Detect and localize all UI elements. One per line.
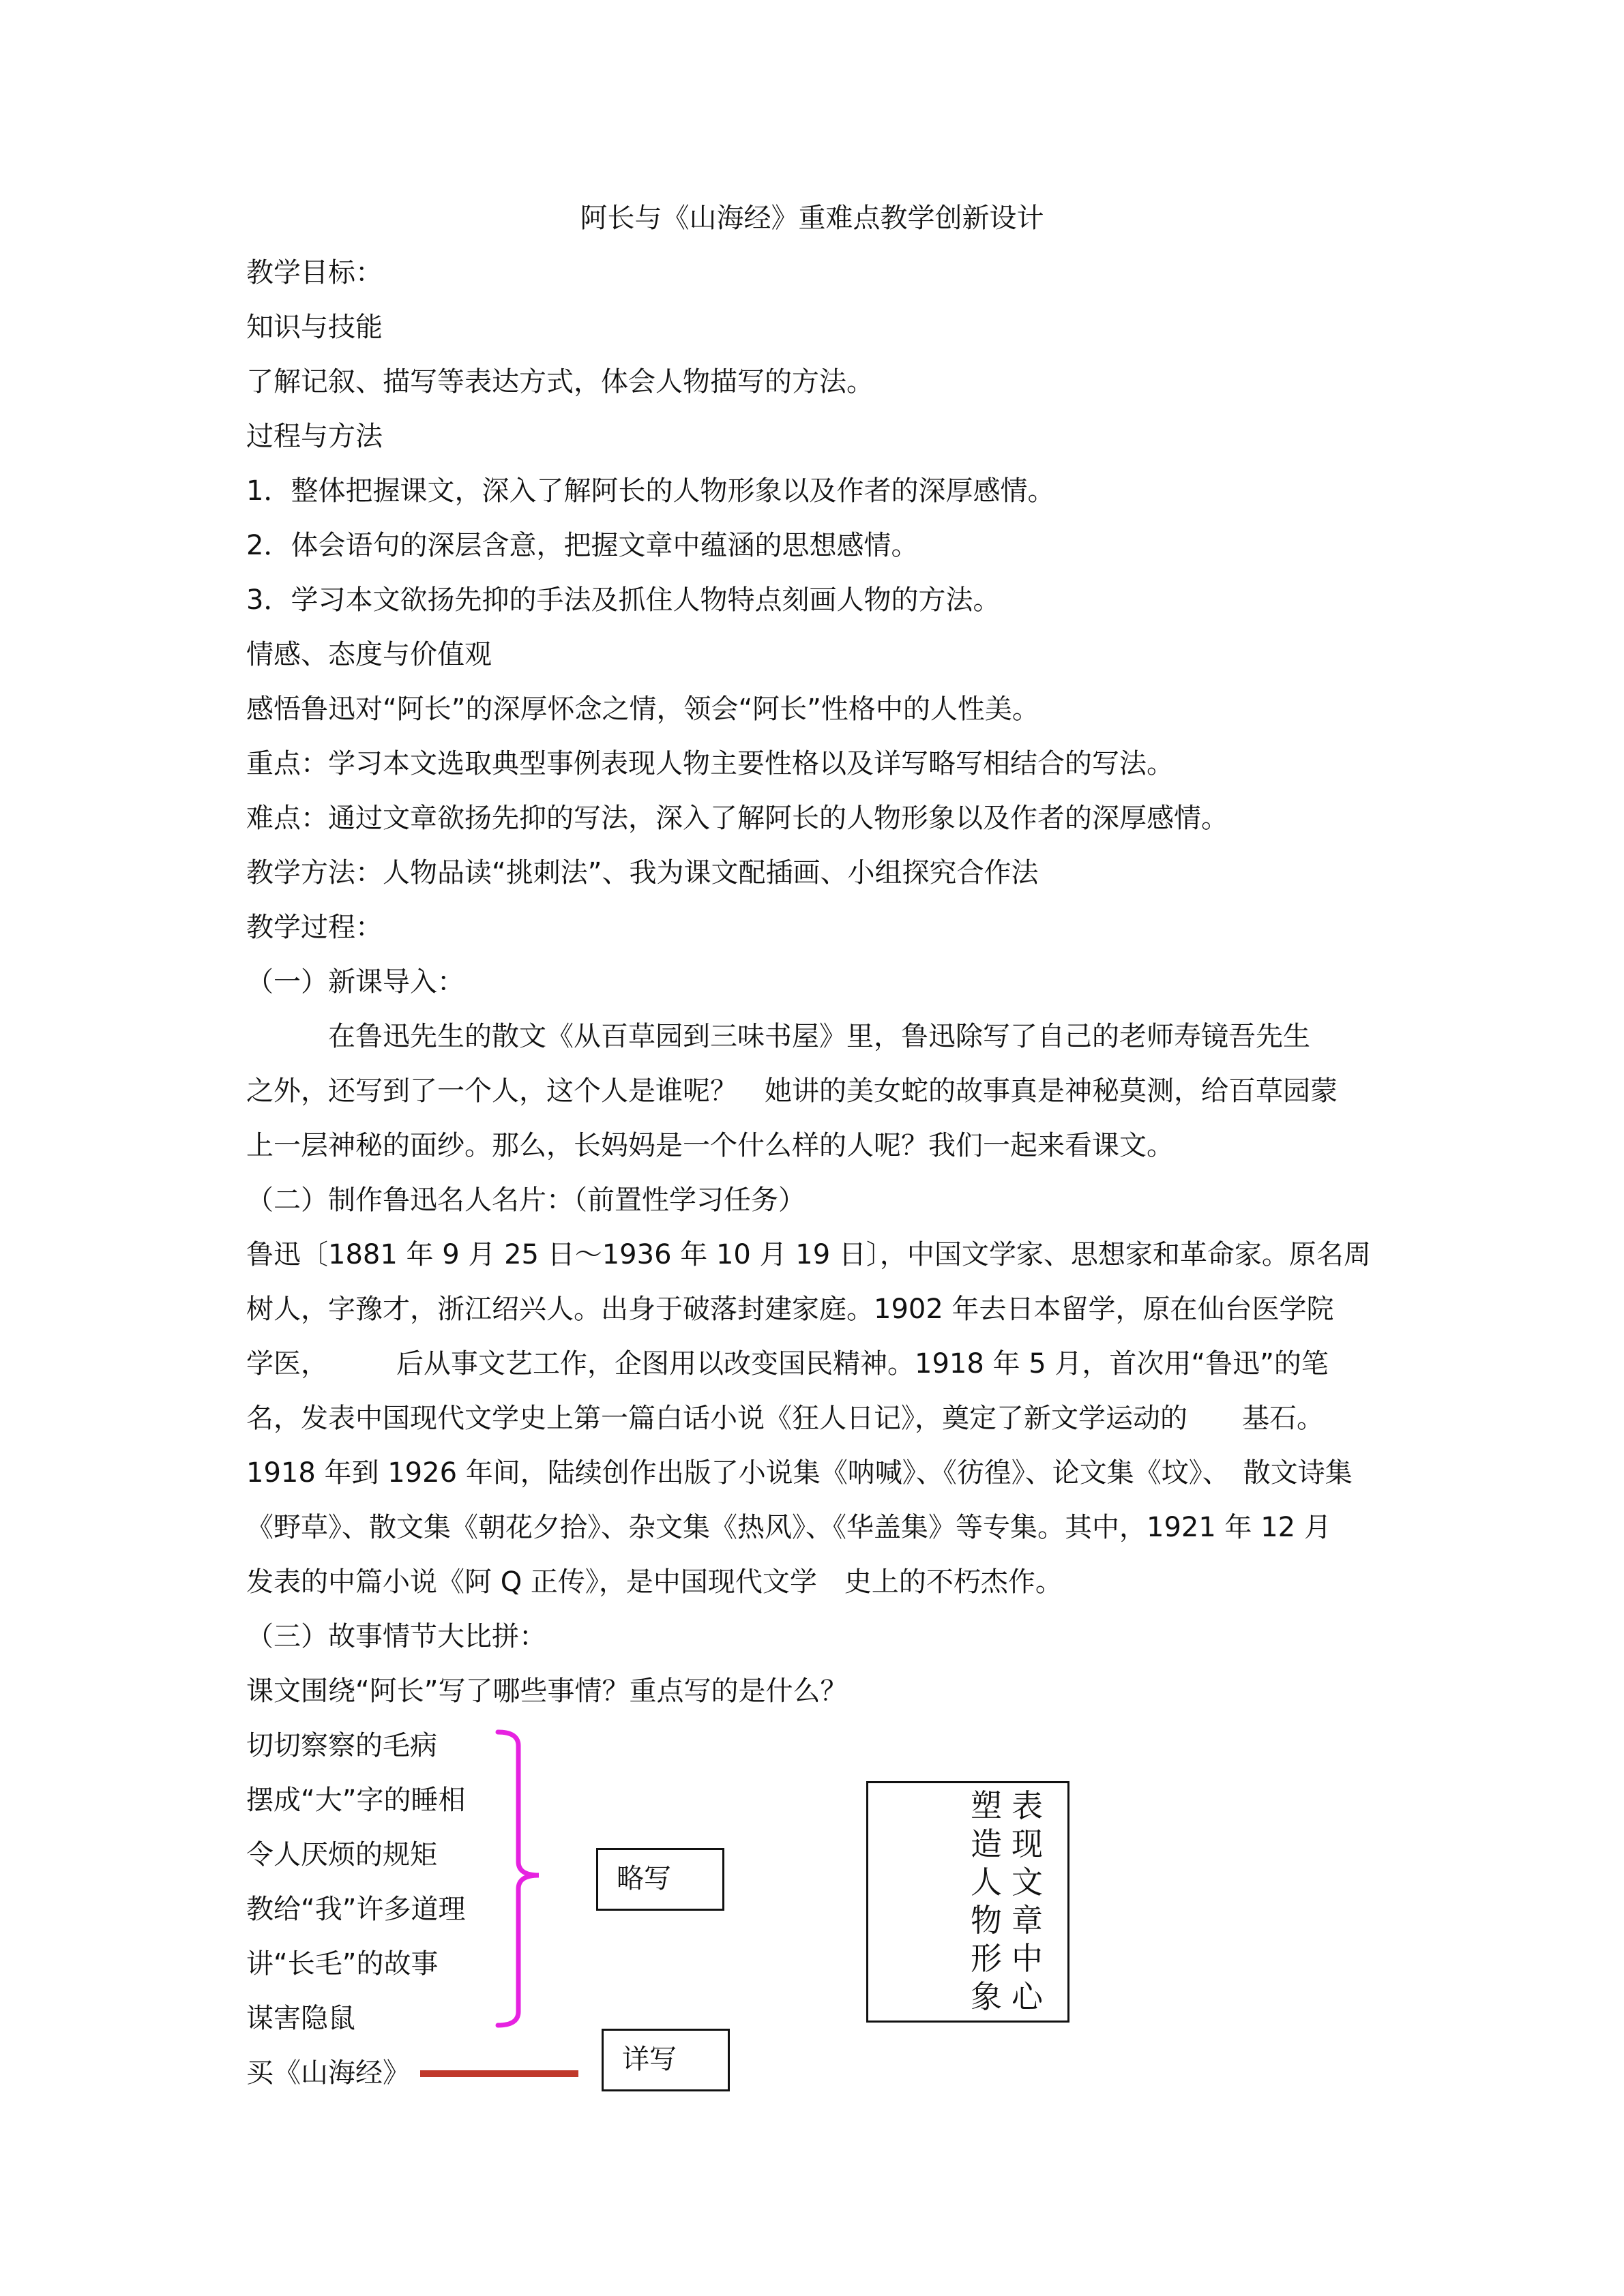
section-heading: （一）新课导入： (246, 966, 464, 998)
event-item: 教给“我”许多道理 (246, 1894, 466, 1925)
section-heading: （三）故事情节大比拼： (246, 1621, 546, 1652)
text-line: 1918 年到 1926 年间，陆续创作出版了小说集《呐喊》、《彷徨》、论文集《坟》、 散文诗集 (246, 1457, 1353, 1489)
text-line: 教学过程： (246, 912, 383, 943)
theme-text-right (1008, 1787, 1046, 2016)
text-line: 情感、态度与价值观 (246, 639, 492, 670)
text-line: 之外，还写到了一个人，这个人是谁呢？ 她讲的美女蛇的故事真是神秘莫测，给百草园蒙 (246, 1075, 1338, 1107)
vertical-char: 章 (1012, 1902, 1043, 1939)
vertical-char: 表 (1012, 1787, 1043, 1824)
brief-label: 略写 (617, 1863, 671, 1894)
text-line: 1．整体把握课文，深入了解阿长的人物形象以及作者的深厚感情。 (246, 475, 1055, 507)
event-item: 令人厌烦的规矩 (246, 1839, 437, 1870)
event-item: 摆成“大”字的睡相 (246, 1785, 466, 1816)
vertical-char: 现 (1012, 1825, 1043, 1862)
event-item: 买《山海经》 (246, 2057, 410, 2089)
vertical-char: 物 (971, 1902, 1002, 1939)
vertical-char: 文 (1012, 1864, 1043, 1900)
text-line: 了解记叙、描写等表达方式，体会人物描写的方法。 (246, 366, 874, 398)
detail-label: 详写 (622, 2044, 677, 2075)
event-item: 切切察察的毛病 (246, 1730, 437, 1761)
brace-bracket (491, 1729, 552, 2029)
theme-text-left (967, 1787, 1005, 2016)
text-line: 发表的中篇小说《阿 Q 正传》，是中国现代文学 史上的不朽杰作。 (246, 1566, 1063, 1598)
event-item: 谋害隐鼠 (246, 2003, 355, 2034)
text-line: 上一层神秘的面纱。那么，长妈妈是一个什么样的人呢？我们一起来看课文。 (246, 1130, 1174, 1161)
text-line: 过程与方法 (246, 421, 383, 452)
text-line: 名，发表中国现代文学史上第一篇白话小说《狂人日记》，奠定了新文学运动的 基石。 (246, 1403, 1324, 1434)
detail-connector-line (420, 2070, 578, 2077)
vertical-char: 塑 (971, 1787, 1002, 1824)
text-line: 重点：学习本文选取典型事例表现人物主要性格以及详写略写相结合的写法。 (246, 748, 1174, 779)
text-line: 在鲁迅先生的散文《从百草园到三味书屋》里，鲁迅除写了自己的老师寿镜吾先生 (246, 1021, 1310, 1052)
vertical-char: 象 (971, 1978, 1002, 2015)
text-line: 难点：通过文章欲扬先抑的写法，深入了解阿长的人物形象以及作者的深厚感情。 (246, 803, 1228, 834)
text-line: 教学方法：人物品读“挑刺法”、我为课文配插画、小组探究合作法 (246, 857, 1039, 889)
text-line: 学医， 后从事文艺工作，企图用以改变国民精神。1918 年 5 月，首次用“鲁迅”的笔 (246, 1348, 1329, 1380)
vertical-char: 人 (971, 1864, 1002, 1900)
text-line: 感悟鲁迅对“阿长”的深厚怀念之情，领会“阿长”性格中的人性美。 (246, 694, 1039, 725)
vertical-char: 中 (1012, 1940, 1043, 1977)
vertical-char: 形 (971, 1940, 1002, 1977)
vertical-char: 造 (971, 1825, 1002, 1862)
text-line: 3．学习本文欲扬先抑的手法及抓住人物特点刻画人物的方法。 (246, 584, 1001, 616)
text-line: 教学目标： (246, 257, 383, 288)
text-line: 2．体会语句的深层含意，把握文章中蕴涵的思想感情。 (246, 530, 919, 561)
text-line: 知识与技能 (246, 312, 383, 343)
text-line: 鲁迅〔1881 年 9 月 25 日～1936 年 10 月 19 日〕，中国文学家、思想家和革命家。原名周 (246, 1239, 1371, 1270)
text-line: 树人，字豫才，浙江绍兴人。出身于破落封建家庭。1902 年去日本留学，原在仙台医学院 (246, 1294, 1334, 1325)
section-heading: （二）制作鲁迅名人名片：（前置性学习任务） (246, 1184, 806, 1216)
event-item: 讲“长毛”的故事 (246, 1948, 439, 1980)
document-title: 阿长与《山海经》重难点教学创新设计 (580, 203, 1044, 234)
text-line: 课文围绕“阿长”写了哪些事情？重点写的是什么？ (246, 1675, 848, 1707)
text-line: 《野草》、散文集《朝花夕拾》、杂文集《热风》、《华盖集》等专集。其中，1921 年 12 月 (246, 1512, 1331, 1543)
vertical-char: 心 (1012, 1978, 1043, 2015)
